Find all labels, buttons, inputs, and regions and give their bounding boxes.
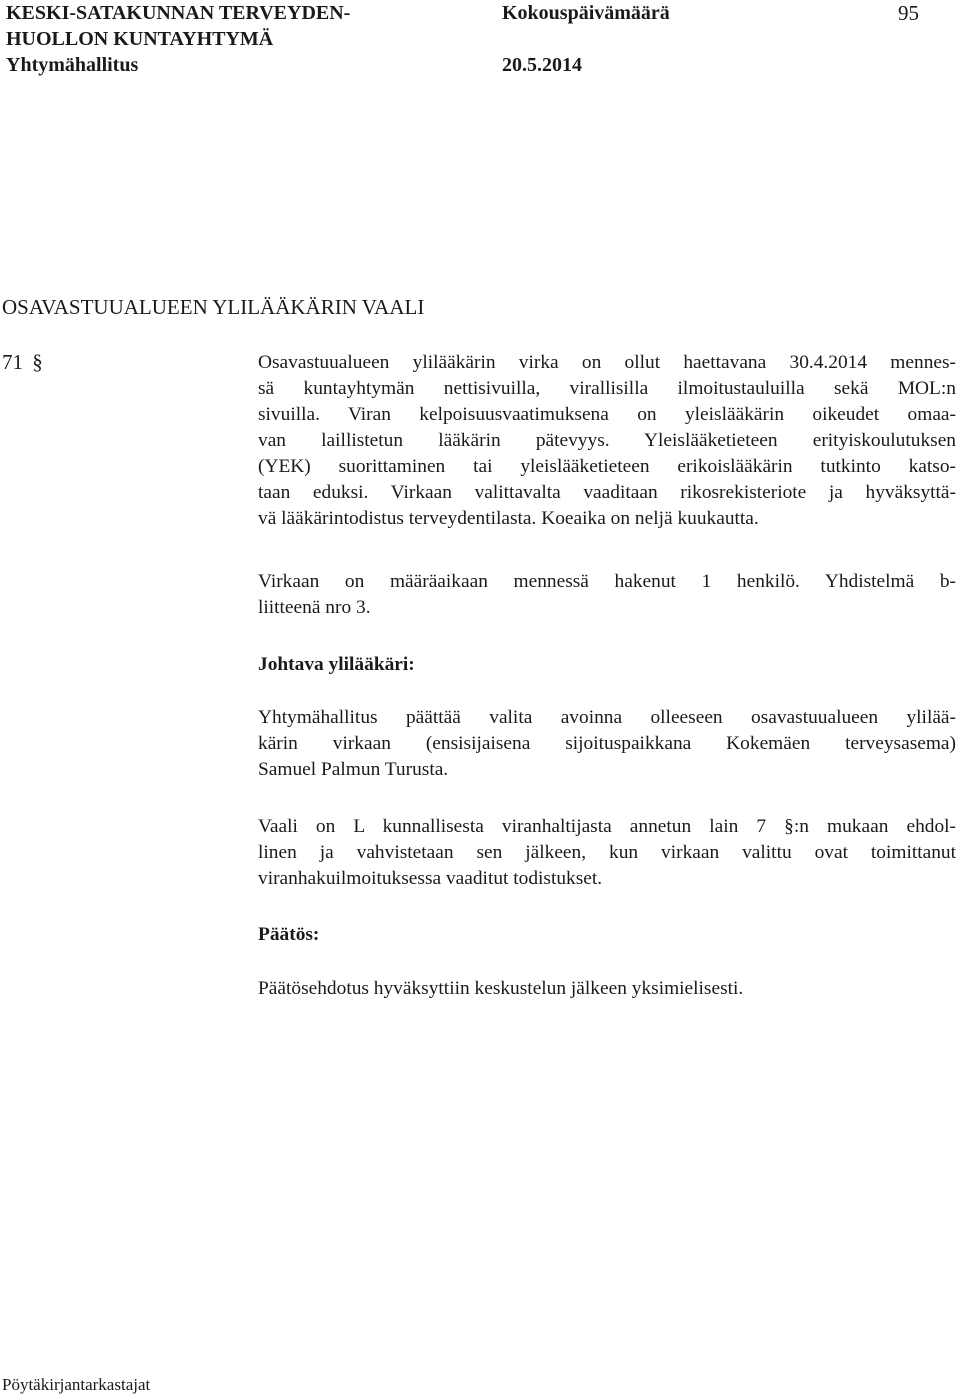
paragraph-line: Samuel Palmun Turusta. <box>258 759 449 780</box>
paragraph-line: van laillistetun lääkärin pätevyys. Yleislääketieteen erityiskoulutuksen <box>258 430 956 451</box>
decision-paragraph <box>258 976 956 1002</box>
proposer-heading: Johtava ylilääkäri: <box>258 654 415 675</box>
board-name: Yhtymähallitus <box>6 54 139 76</box>
item-number <box>2 348 43 376</box>
organization-name-line1: KESKI-SATAKUNNAN TERVEYDEN- <box>6 2 351 24</box>
page-number: 95 <box>898 1 919 25</box>
minutes-checkers-label: Pöytäkirjantarkastajat <box>2 1375 151 1394</box>
paragraph-line: Vaali on L kunnallisesta viranhaltijasta annetun lain 7 §:n mukaan ehdol- <box>258 816 956 837</box>
paragraph-line: sivuilla. Viran kelpoisuusvaatimuksena on yleislääkärin oikeudet omaa- <box>258 404 956 425</box>
paragraph-line: liitteenä nro 3. <box>258 597 371 618</box>
proposal-paragraph <box>258 705 956 783</box>
meeting-date-value: 20.5.2014 <box>502 54 582 76</box>
organization-name-line2: HUOLLON KUNTAYHTYMÄ <box>6 28 274 50</box>
paragraph-line: Osavastuualueen ylilääkärin virka on ollut haettavana 30.4.2014 mennes- <box>258 352 956 373</box>
paragraph-line: sä kuntayhtymän nettisivuilla, virallisilla ilmoitustauluilla sekä MOL:n <box>258 378 956 399</box>
conditions-paragraph <box>258 814 956 892</box>
paragraph-line: Yhtymähallitus päättää valita avoinna olleeseen osavastuualueen ylilää- <box>258 707 956 728</box>
section-title: OSAVASTUUALUEEN YLILÄÄKÄRIN VAALI <box>2 295 425 319</box>
applicants-paragraph <box>258 569 956 621</box>
paragraph-line: Päätösehdotus hyväksyttiin keskustelun jälkeen yksimielisesti. <box>258 978 744 999</box>
paragraph-line: viranhakuilmoituksessa vaaditut todistukset. <box>258 868 603 889</box>
meeting-date-label: Kokouspäivämäärä <box>502 2 670 24</box>
paragraph-line: vä lääkärintodistus terveydentilasta. Koeaika on neljä kuukautta. <box>258 508 759 529</box>
case-description-paragraph <box>258 350 956 532</box>
item-number-value: 71 <box>2 350 23 374</box>
paragraph-line: linen ja vahvistetaan sen jälkeen, kun virkaan valittu ovat toimittanut <box>258 842 956 863</box>
section-sign: § <box>32 350 43 374</box>
paragraph-line: Virkaan on määräaikaan mennessä hakenut 1 henkilö. Yhdistelmä b- <box>258 571 956 592</box>
paragraph-line: (YEK) suorittaminen tai yleislääketieteen erikoislääkärin tutkinto katso- <box>258 456 956 477</box>
paragraph-line: kärin virkaan (ensisijaisena sijoituspaikkana Kokemäen terveysasema) <box>258 733 956 754</box>
decision-heading: Päätös: <box>258 924 320 945</box>
paragraph-line: taan eduksi. Virkaan valittavalta vaaditaan rikosrekisteriote ja hyväksyttä- <box>258 482 956 503</box>
